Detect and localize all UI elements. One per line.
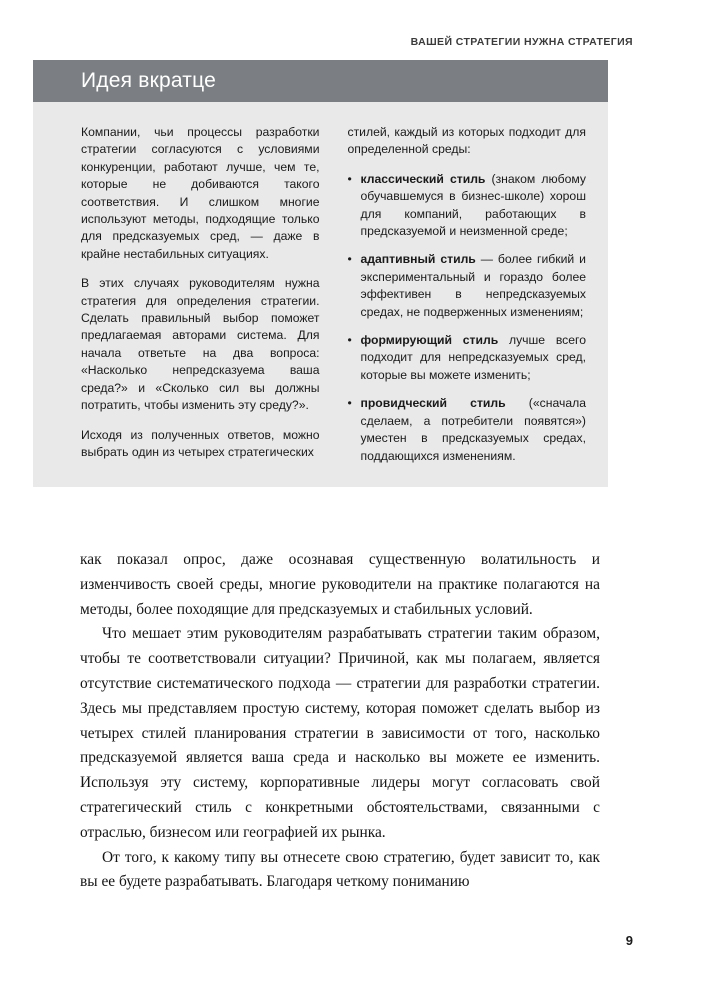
page-number: 9 xyxy=(625,933,633,948)
list-item xyxy=(361,395,587,465)
idea-right-column xyxy=(348,124,587,465)
running-header: ВАШЕЙ СТРАТЕГИИ НУЖНА СТРАТЕГИЯ xyxy=(410,36,633,48)
list-item xyxy=(361,332,587,384)
style-name: адаптивный стиль xyxy=(360,252,476,267)
style-name: классический стиль xyxy=(360,171,486,186)
style-description: («сначала сделаем, а потребители появятся») уместен в предсказуемых средах, поддающихся изменениям. xyxy=(360,396,586,463)
body-paragraph: Что мешает этим руководителям разрабатывать стратегии таким образом, чтобы те соответствовали ситуации? Причиной, как мы полагаем, является отсутствие систематического подхода — стратегии для разработки стратегии. Здесь мы представляем простую систему, которая поможет сделать выбор из четырех стилей планирования стратегии в зависимости от того, насколько предсказуемой является ваша среда и насколько вы можете ее изменить. Используя эту систему, корпоративные лидеры могут согласовать свой стратегический стиль с конкретными обстоятельствами, связанными с отраслью, бизнесом или географией их рынка. xyxy=(80,625,600,841)
style-description: (знаком любому обучавшемуся в бизнес-школе) хорош для компаний, работающих в предсказуемой и неизменной среде; xyxy=(360,171,586,239)
style-description: лучше всего подходит для непредсказуемых сред, которые вы можете изменить; xyxy=(360,333,586,382)
idea-in-brief-title-bar xyxy=(33,60,608,102)
idea-in-brief-box xyxy=(33,60,608,487)
idea-left-column xyxy=(81,124,320,465)
idea-paragraph: В этих случаях руководителям нужна стратегия для определения стратегии. Сделать правильный выбор поможет предлагаемая авторами система. Для начала ответьте на два вопроса: «Насколько непредсказуема ваша среда?» и «Сколько сил вы должны потратить, чтобы изменить эту среду?». xyxy=(81,276,320,413)
body-paragraph: От того, к какому типу вы отнесете свою стратегию, будет зависит то, как вы ее будете разрабатывать. Благодаря четкому пониманию xyxy=(80,848,600,891)
style-name: формирующий стиль xyxy=(360,333,499,348)
main-body-text xyxy=(80,548,600,895)
style-name: провидческий стиль xyxy=(360,396,506,411)
idea-intro-paragraph: стилей, каждый из которых подходит для определенной среды: xyxy=(347,125,586,157)
body-paragraph: как показал опрос, даже осознавая существенную волатильность и изменчивость своей среды, многие руководители на практике полагаются на методы, более походящие для предсказуемых и стабильных условий. xyxy=(80,551,600,618)
idea-in-brief-body xyxy=(33,102,608,487)
list-item xyxy=(361,251,587,321)
idea-in-brief-title: Идея вкратце xyxy=(81,69,216,92)
style-description: — более гибкий и экспериментальный и гораздо более эффективен в непредсказуемых средах, не подверженных изменениям; xyxy=(360,252,586,319)
list-item xyxy=(361,171,587,241)
idea-paragraph: Компании, чьи процессы разработки стратегии согласуются с условиями конкуренции, работают лучше, чем те, которые не добиваются такого соответствия. И слишком многие используют методы, подходящие только для предсказуемых сред, — даже в крайне нестабильных ситуациях. xyxy=(81,125,320,261)
strategy-styles-list xyxy=(348,171,587,465)
idea-paragraph: Исходя из полученных ответов, можно выбрать один из четырех стратегических xyxy=(81,427,320,459)
